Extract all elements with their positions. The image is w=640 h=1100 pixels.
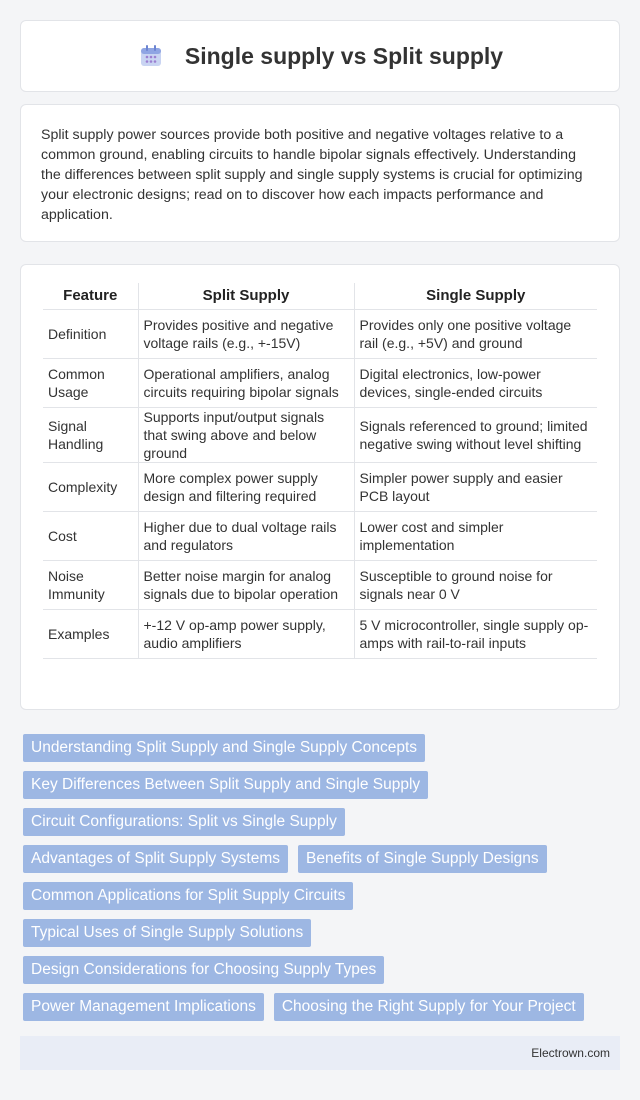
cell-feature: Examples (43, 609, 138, 658)
cell-feature: Signal Handling (43, 407, 138, 462)
topic-tag[interactable]: Design Considerations for Choosing Supply Types (23, 956, 384, 984)
table-row (43, 407, 597, 462)
cell-single-supply: Digital electronics, low-power devices, single-ended circuits (354, 358, 597, 407)
cell-split-supply: Better noise margin for analog signals due to bipolar operation (138, 560, 354, 609)
cell-split-supply: Provides positive and negative voltage rails (e.g., +-15V) (138, 309, 354, 358)
cell-single-supply: Signals referenced to ground; limited negative swing without level shifting (354, 407, 597, 462)
cell-single-supply: 5 V microcontroller, single supply op-amps with rail-to-rail inputs (354, 609, 597, 658)
topic-tag[interactable]: Advantages of Split Supply Systems (23, 845, 288, 873)
cell-single-supply: Susceptible to ground noise for signals near 0 V (354, 560, 597, 609)
topic-tag[interactable]: Typical Uses of Single Supply Solutions (23, 919, 311, 947)
title-card (20, 20, 620, 92)
topic-tag[interactable]: Understanding Split Supply and Single Supply Concepts (23, 734, 425, 762)
calendar-icon (137, 42, 165, 70)
comparison-table-card (20, 264, 620, 710)
footer-site: Electrown.com (531, 1046, 610, 1060)
cell-feature: Definition (43, 309, 138, 358)
footer (20, 1036, 620, 1070)
header-feature: Feature (43, 283, 138, 309)
cell-feature: Cost (43, 511, 138, 560)
cell-split-supply: +-12 V op-amp power supply, audio amplifiers (138, 609, 354, 658)
intro-card (20, 104, 620, 242)
intro-paragraph: Split supply power sources provide both positive and negative voltages relative to a common ground, enabling circuits to handle bipolar signals effectively. Understanding the differences between split supply and single supply systems is crucial for optimizing your electronic designs; read on to discover how each impacts performance and application. (41, 127, 583, 223)
page-title: Single supply vs Split supply (184, 42, 504, 69)
topic-tag[interactable]: Key Differences Between Split Supply and Single Supply (23, 771, 428, 799)
comparison-table (43, 283, 597, 659)
cell-split-supply: Higher due to dual voltage rails and regulators (138, 511, 354, 560)
cell-single-supply: Provides only one positive voltage rail (e.g., +5V) and ground (354, 309, 597, 358)
cell-feature: Common Usage (43, 358, 138, 407)
cell-single-supply: Lower cost and simpler implementation (354, 511, 597, 560)
table-row (43, 511, 597, 560)
header-single-supply: Single Supply (354, 283, 597, 309)
table-row (43, 358, 597, 407)
table-row (43, 309, 597, 358)
cell-feature: Complexity (43, 462, 138, 511)
cell-split-supply: Supports input/output signals that swing above and below ground (138, 407, 354, 462)
cell-split-supply: More complex power supply design and filtering required (138, 462, 354, 511)
header-split-supply: Split Supply (138, 283, 354, 309)
table-row (43, 462, 597, 511)
cell-split-supply: Operational amplifiers, analog circuits requiring bipolar signals (138, 358, 354, 407)
table-header-row (43, 283, 597, 309)
topic-tag[interactable]: Choosing the Right Supply for Your Project (274, 993, 584, 1021)
table-row (43, 560, 597, 609)
topic-tag[interactable]: Benefits of Single Supply Designs (298, 845, 547, 873)
topic-tag[interactable]: Common Applications for Split Supply Circuits (23, 882, 353, 910)
topic-tag[interactable]: Power Management Implications (23, 993, 264, 1021)
topic-tag[interactable]: Circuit Configurations: Split vs Single Supply (23, 808, 345, 836)
topic-tags (20, 734, 620, 1030)
cell-single-supply: Simpler power supply and easier PCB layout (354, 462, 597, 511)
table-row (43, 609, 597, 658)
cell-feature: Noise Immunity (43, 560, 138, 609)
